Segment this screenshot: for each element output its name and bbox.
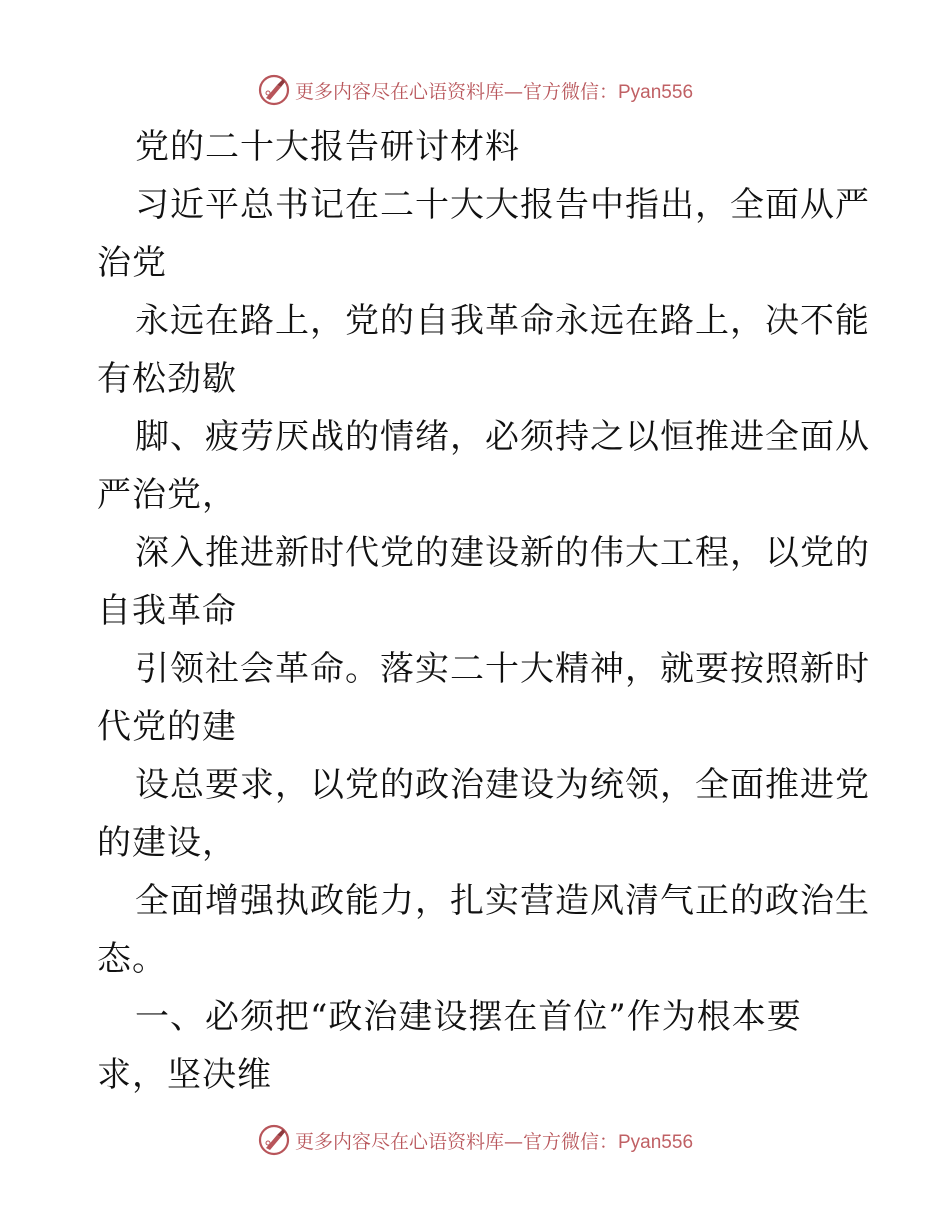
paragraph-line: 自我革命 (97, 591, 237, 631)
watermark-wechat-id: Pyan556 (618, 81, 694, 103)
watermark-label: 更多内容尽在心语资料库—官方微信： (294, 1130, 618, 1153)
paragraph-line: 习近平总书记在二十大大报告中指出，全面从严 (135, 185, 870, 225)
header-watermark-banner (0, 70, 950, 110)
paragraph-line: 的建设， (97, 823, 237, 863)
paragraph-line: 严治党， (97, 475, 237, 515)
watermark-wechat-id: Pyan556 (618, 1131, 694, 1153)
paragraph-line: 态。 (97, 939, 167, 979)
paragraph-line: 代党的建 (97, 707, 237, 747)
footer-watermark-text (295, 1127, 693, 1154)
paragraph-line: 设总要求，以党的政治建设为统领，全面推进党 (135, 765, 870, 805)
paragraph-line: 深入推进新时代党的建设新的伟大工程，以党的 (135, 533, 870, 573)
paragraph-line: 脚、疲劳厌战的情绪，必须持之以恒推进全面从 (135, 417, 870, 457)
watermark-label: 更多内容尽在心语资料库—官方微信： (294, 80, 618, 103)
section-heading-line: 一、必须把“政治建设摆在首位”作为根本要 (135, 997, 802, 1037)
document-title: 党的二十大报告研讨材料 (135, 127, 520, 167)
pen-logo-icon (257, 73, 291, 107)
pen-logo-icon (257, 1123, 291, 1157)
paragraph-line: 引领社会革命。落实二十大精神，就要按照新时 (135, 649, 870, 689)
paragraph-line: 求，坚决维 (97, 1055, 272, 1095)
header-watermark-text (295, 77, 693, 104)
footer-watermark-banner (0, 1120, 950, 1160)
paragraph-line: 有松劲歇 (97, 359, 237, 399)
paragraph-line: 永远在路上，党的自我革命永远在路上，决不能 (135, 301, 870, 341)
paragraph-line: 全面增强执政能力，扎实营造风清气正的政治生 (135, 881, 870, 921)
document-body (97, 118, 870, 1104)
paragraph-line: 治党 (97, 243, 167, 283)
